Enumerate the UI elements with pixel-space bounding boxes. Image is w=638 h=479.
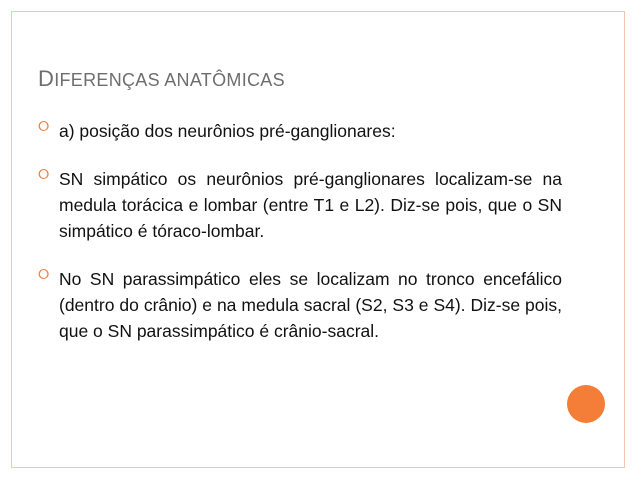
circle-ring-bullet-icon: ⭘ xyxy=(38,267,50,283)
bullet-item xyxy=(38,166,562,244)
bullet-item xyxy=(38,266,562,344)
bullet-text: SN simpático os neurônios pré-ganglionares localizam-se na medula torácica e lombar (entre T1 e L2). Diz-se pois, que o SN simpático é tóraco-lombar. xyxy=(59,169,562,241)
bullet-text: a) posição dos neurônios pré-ganglionares: xyxy=(59,121,396,141)
slide-title: DIFERENÇAS ANATÔMICAS xyxy=(38,66,285,91)
circle-ring-bullet-icon: ⭘ xyxy=(38,167,50,183)
decorative-orange-circle xyxy=(567,385,605,423)
circle-ring-bullet-icon: ⭘ xyxy=(38,119,50,135)
slide-body xyxy=(38,118,562,344)
bullet-text: No SN parassimpático eles se localizam no tronco encefálico (dentro do crânio) e na medula sacral (S2, S3 e S4). Diz-se pois, que o SN parassimpático é crânio-sacral. xyxy=(59,269,562,341)
bullet-item xyxy=(38,118,562,144)
